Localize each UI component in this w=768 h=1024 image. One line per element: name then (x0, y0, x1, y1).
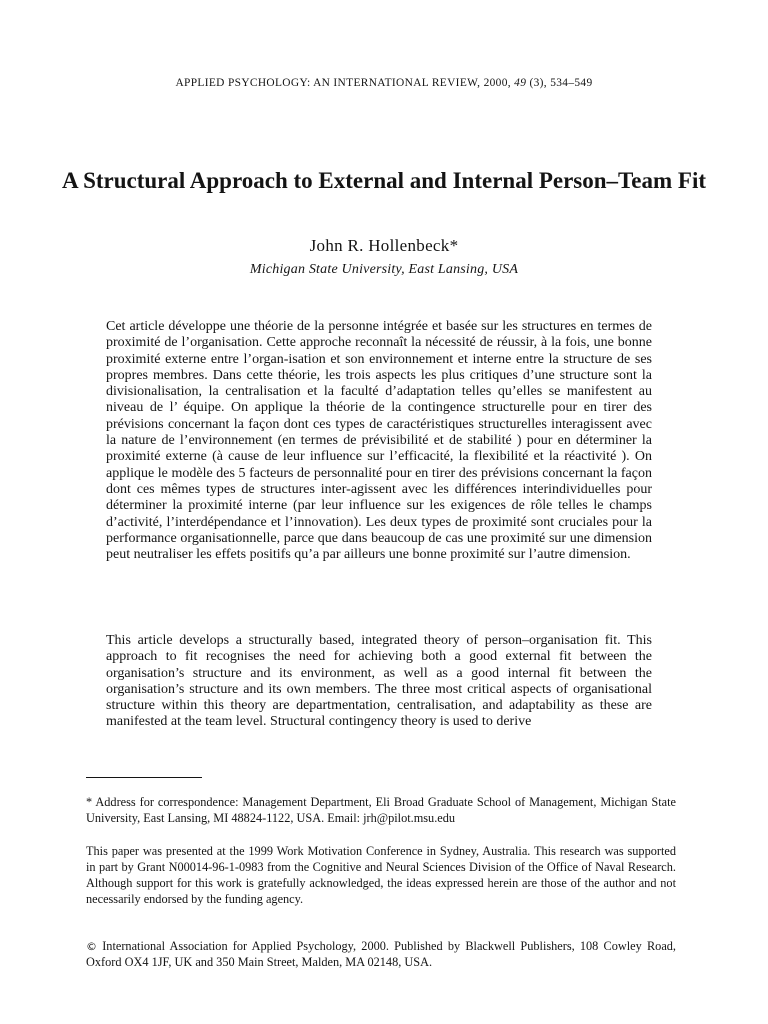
journal-volume: 49 (514, 77, 527, 89)
copyright-text: International Association for Applied Psychology, 2000. Published by Blackwell Publishers, 108 Cowley Road, Oxford OX4 1JF, UK and 350 Main Street, Malden, MA 02148, USA. (86, 939, 676, 969)
author-affiliation: Michigan State University, East Lansing, USA (249, 262, 519, 277)
author-name: John R. Hollenbeck* (309, 236, 459, 255)
copyright-notice (86, 939, 676, 971)
running-head (0, 77, 768, 89)
abstract-french: Cet article développe une théorie de la personne intégrée et basée sur les structures en termes de proximité de l’organisation. Cette approche reconnaît la nécessité de réussir, à la fois, une bonne proximité externe entre l’organ-isation et son environnement et interne entre la structure de ses propres membres. Dans cette théorie, les trois aspects les plus critiques d’une structure sont la divisionalisation, la centralisation et la faculté d’adaptation telles qu’elles se manifestent au niveau de l’ équipe. On applique la théorie de la contingence structurelle pour en tirer des prévisions concernant la façon dont ces types de caractéristiques structurelles interagissent avec la nature de l’environnement (en termes de prévisibilité et de stabilité ) pour en déterminer la proximité externe (à cause de leur influence sur l’efficacité, la flexibilité et la réactivité ). On applique le modèle des 5 facteurs de personnalité pour en tirer des prévisions concernant la façon dont ces mêmes types de structures inter-agissent avec les différences interindividuelles pour déterminer la proximité interne (par leur influence sur les exigences de rôle telles le champs d’activité, l’interdépendance et l’innovation). Les deux types de proximité sont cruciales pour la performance organisationnelle, parce que dans beaucoup de cas une proximité sur une dimension peut neutraliser les effets positifs qu’a par ailleurs une bonne proximité sur l’autre dimension. (106, 319, 652, 563)
abstract-english: This article develops a structurally based, integrated theory of person–organisation fit. This approach to fit recognises the need for achieving both a good external fit between the organisation’s structure and its environment, as well as a good internal fit between the organisation’s structure and its own members. The three most critical aspects of organisational structure within this theory are departmentation, centralisation, and adaptability as these are manifested at the team level. Structural contingency theory is used to derive (106, 633, 652, 730)
footnote-correspondence: * Address for correspondence: Management Department, Eli Broad Graduate School of Management, Michigan State University, East Lansing, MI 48824-1122, USA. Email: jrh@pilot.msu.edu (86, 795, 676, 825)
footnote-divider (86, 777, 202, 778)
paper-title: A Structural Approach to External and Internal Person–Team Fit (61, 168, 706, 193)
journal-issue-pages: (3), 534–549 (529, 77, 593, 89)
footnote-acknowledgement: This paper was presented at the 1999 Work Motivation Conference in Sydney, Australia. This research was supported in part by Grant N00014-96-1-0983 from the Cognitive and Neural Sciences Division of the Office of Naval Research. Although support for this work is gratefully acknowledged, the ideas expressed herein are those of the author and not necessarily endorsed by the funding agency. (86, 844, 676, 906)
journal-citation: APPLIED PSYCHOLOGY: AN INTERNATIONAL REVIEW, 2000, (175, 77, 511, 89)
copyright-symbol: © (86, 940, 97, 953)
